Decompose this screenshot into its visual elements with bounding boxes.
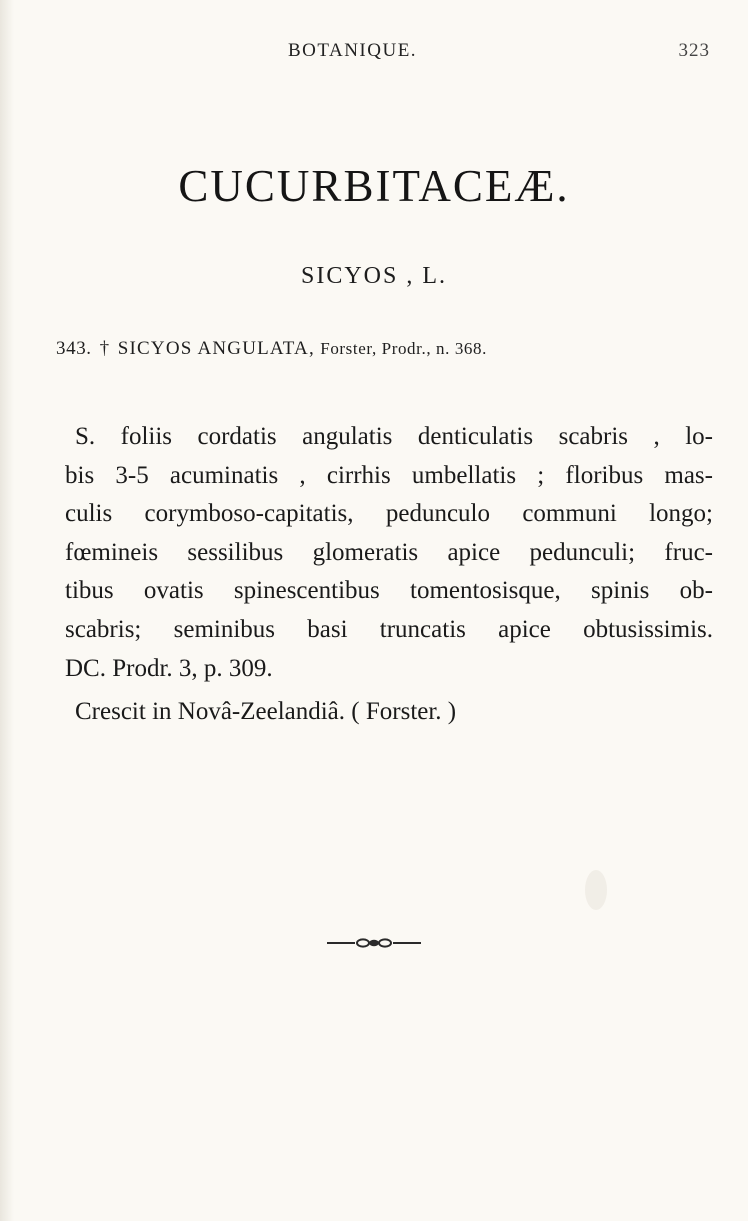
habitat-note: Crescit in Novâ-Zeelandiâ. ( Forster. ) [75,698,457,725]
species-heading [56,338,706,360]
page-number: 323 [678,40,710,61]
tailpiece-ornament-icon [325,935,423,951]
description-line: culis corymboso-capitatis, pedunculo communi longo; [65,500,713,528]
description-line: bis 3-5 acuminatis , cirrhis umbellatis ; floribus mas- [65,461,713,489]
family-title: CUCURBITACEÆ. [178,161,570,211]
species-number: 343. [56,338,92,359]
description-line: fœmineis sessilibus glomeratis apice pedunculi; fruc- [65,538,713,566]
running-header-title: BOTANIQUE. [288,40,418,61]
paper-stain [585,870,607,910]
description-line: scabris; seminibus basi truncatis apice obtusissimis. [65,615,713,643]
species-citation: Forster, Prodr., n. 368. [320,339,487,358]
species-name: SICYOS ANGULATA, [117,338,315,359]
description-line: DC. Prodr. 3, p. 309. [65,654,273,682]
genus-title: SICYOS , L. [300,263,448,289]
dagger-mark: † [99,338,110,359]
description-line: tibus ovatis spinescentibus tomentosisque, spinis ob- [65,577,713,605]
description-line: S. foliis cordatis angulatis denticulatis scabris , lo- [75,423,713,450]
species-description [65,418,713,688]
